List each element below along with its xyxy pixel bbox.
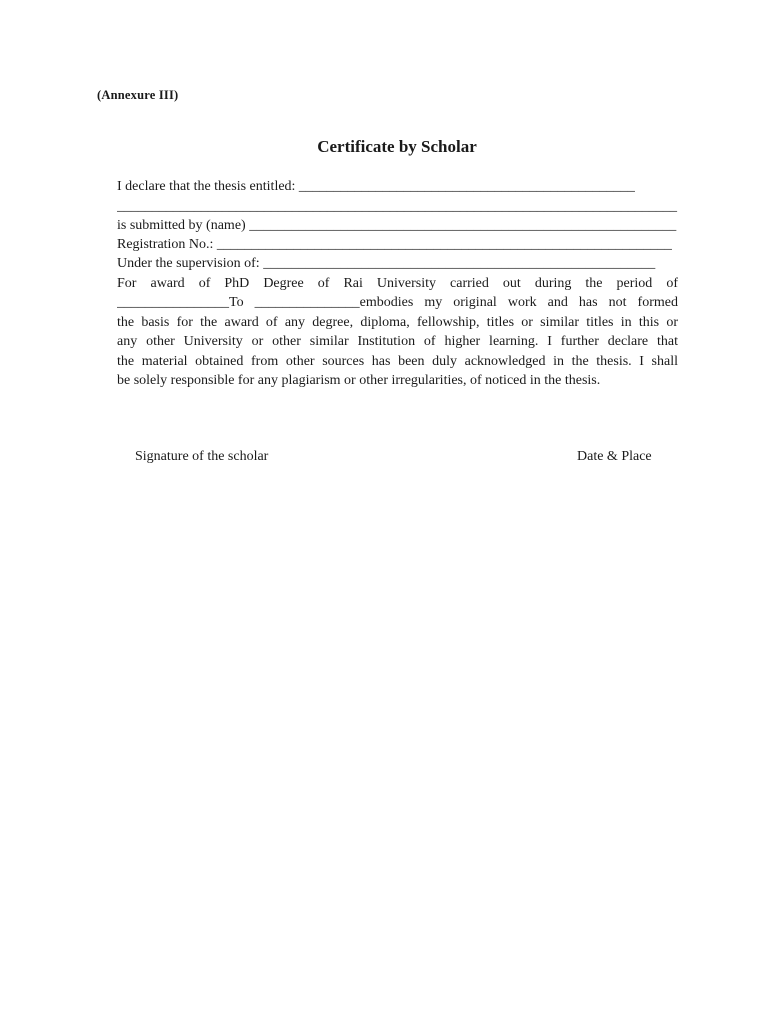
page-title: Certificate by Scholar <box>317 137 477 156</box>
date-place-label: Date & Place <box>577 449 652 464</box>
declaration-line-basis: the basis for the award of any degree, diploma, fellowship, titles or similar titles in this or <box>117 315 678 330</box>
declaration-line-thesis-title: I declare that the thesis entitled: ________________________________________________ <box>117 179 635 194</box>
declaration-line-plagiarism: be solely responsible for any plagiarism or other irregularities, of noticed in the thesis. <box>117 373 601 388</box>
declaration-line-university: any other University or other similar Institution of higher learning. I further declare that <box>117 334 678 349</box>
declaration-line-award: For award of PhD Degree of Rai University carried out during the period of <box>117 276 678 291</box>
declaration-line-name: is submitted by (name) _____________________________________________________________ <box>117 218 677 233</box>
declaration-line-supervision: Under the supervision of: ________________________________________________________ <box>117 256 656 271</box>
declaration-line-period: ________________To _______________embodies my original work and has not formed <box>117 295 678 310</box>
declaration-line-blank: ________________________________________________________________________________ <box>117 199 677 214</box>
declaration-line-material: the material obtained from other sources has been duly acknowledged in the thesis. I shall <box>117 354 678 369</box>
declaration-line-registration: Registration No.: _________________________________________________________________ <box>117 237 672 252</box>
annexure-label: (Annexure III) <box>97 88 179 102</box>
scholar-signature-label: Signature of the scholar <box>135 449 269 464</box>
